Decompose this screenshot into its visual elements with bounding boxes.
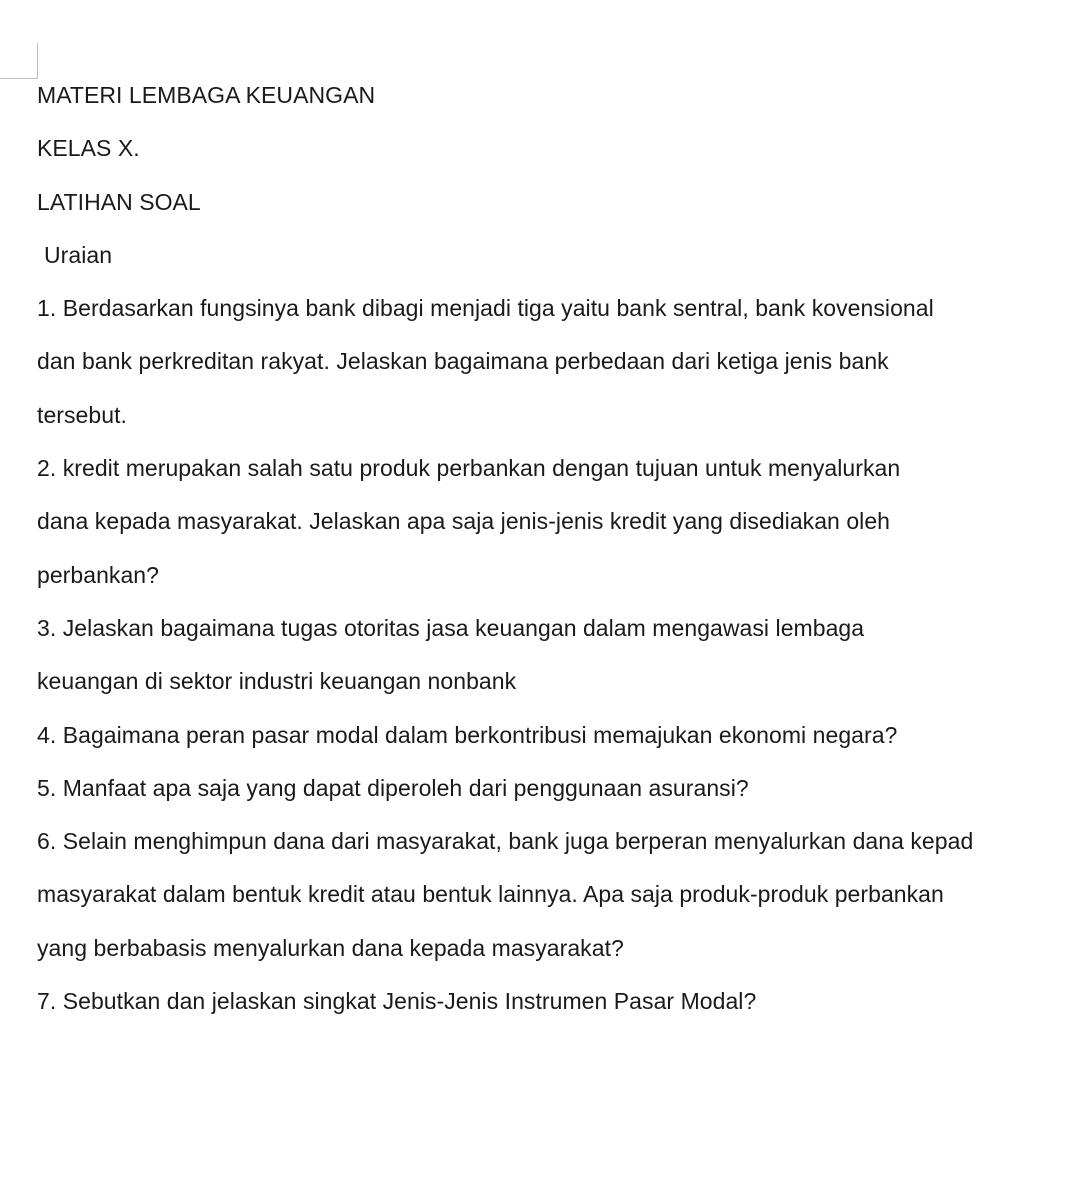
- document-title: MATERI LEMBAGA KEUANGAN: [37, 82, 376, 108]
- question-3-line-2: keuangan di sektor industri keuangan nonbank: [37, 668, 517, 695]
- question-6-line-2: masyarakat dalam bentuk kredit atau bentuk lainnya. Apa saja produk-produk perbankan: [37, 881, 944, 908]
- question-1-line-1: 1. Berdasarkan fungsinya bank dibagi menjadi tiga yaitu bank sentral, bank kovensional: [37, 295, 934, 322]
- subsection-label: Uraian: [44, 241, 113, 268]
- class-label: KELAS X.: [37, 135, 140, 162]
- question-6-line-1: 6. Selain menghimpun dana dari masyarakat, bank juga berperan menyalurkan dana kepad: [37, 828, 974, 855]
- question-7: 7. Sebutkan dan jelaskan singkat Jenis-Jenis Instrumen Pasar Modal?: [37, 988, 757, 1015]
- question-3-line-1: 3. Jelaskan bagaimana tugas otoritas jasa keuangan dalam mengawasi lembaga: [37, 614, 865, 641]
- question-2-line-1: 2. kredit merupakan salah satu produk perbankan dengan tujuan untuk menyalurkan: [37, 455, 901, 482]
- question-2-line-3: perbankan?: [37, 561, 159, 588]
- question-2-line-2: dana kepada masyarakat. Jelaskan apa saja jenis-jenis kredit yang disediakan oleh: [37, 508, 891, 535]
- question-6-line-3: yang berbabasis menyalurkan dana kepada masyarakat?: [37, 934, 624, 961]
- question-5: 5. Manfaat apa saja yang dapat diperoleh dari penggunaan asuransi?: [37, 774, 749, 801]
- margin-corner-mark-horizontal: [0, 78, 38, 79]
- question-1-line-2: dan bank perkreditan rakyat. Jelaskan bagaimana perbedaan dari ketiga jenis bank: [37, 348, 889, 375]
- document-body[interactable]: [37, 69, 1080, 1028]
- question-1-line-3: tersebut.: [37, 401, 127, 428]
- section-label: LATIHAN SOAL: [37, 188, 201, 215]
- question-4: 4. Bagaimana peran pasar modal dalam berkontribusi memajukan ekonomi negara?: [37, 721, 898, 748]
